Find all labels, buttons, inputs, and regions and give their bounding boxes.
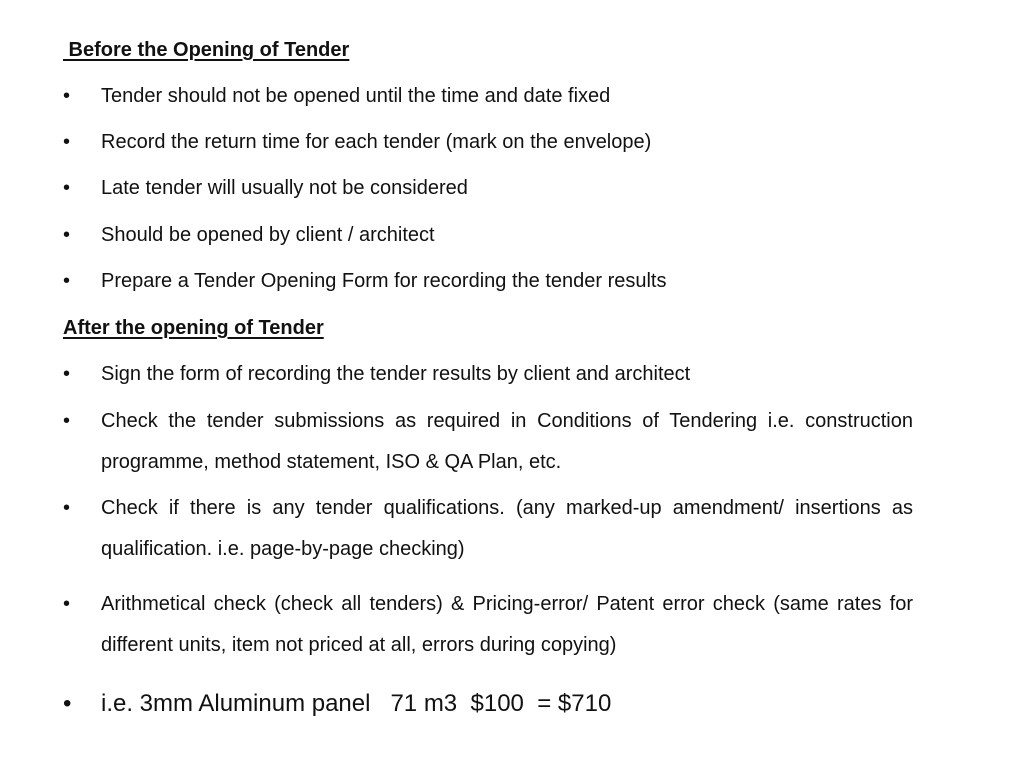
before-opening-heading: Before the Opening of Tender [63,39,350,61]
bullet-icon: • [63,85,71,107]
bullet-icon: • [63,690,72,717]
before-item-1-text: Tender should not be opened until the time and date fixed [101,85,611,107]
before-item-2-text: Record the return time for each tender (mark on the envelope) [101,131,652,153]
bullet-icon: • [63,177,71,199]
after-item-1-text: Sign the form of recording the tender results by client and architect [101,363,691,385]
before-item-3-text: Late tender will usually not be considered [101,177,468,199]
after-item-3-text: Check if there is any tender qualifications. (any marked-up amendment/ insertions as qualification. i.e. page-by-page checking) [101,497,913,560]
after-item-5-text: i.e. 3mm Aluminum panel 71 m3 $100 = $710 [101,690,612,717]
bullet-icon: • [63,131,71,153]
before-item-2 [63,130,913,154]
after-opening-heading: After the opening of Tender [63,317,324,339]
after-item-3 [63,488,913,570]
before-item-5 [63,269,913,293]
before-item-3 [63,176,913,200]
after-item-1 [63,362,913,386]
before-item-1 [63,84,913,108]
before-item-4-text: Should be opened by client / architect [101,224,435,246]
bullet-icon: • [63,410,71,432]
bullet-icon: • [63,270,71,292]
after-item-2 [63,401,913,483]
before-item-4 [63,223,913,247]
bullet-icon: • [63,497,71,519]
after-item-2-text: Check the tender submissions as required in Conditions of Tendering i.e. construction programme, method statement, ISO & QA Plan, etc. [101,410,913,473]
before-item-5-text: Prepare a Tender Opening Form for recording the tender results [101,270,667,292]
bullet-icon: • [63,224,71,246]
bullet-icon: • [63,363,71,385]
after-item-4 [63,584,913,666]
bullet-icon: • [63,593,71,615]
after-item-5 [63,690,913,718]
after-item-4-text: Arithmetical check (check all tenders) & Pricing-error/ Patent error check (same rates for different units, item not priced at all, errors during copying) [101,593,913,656]
